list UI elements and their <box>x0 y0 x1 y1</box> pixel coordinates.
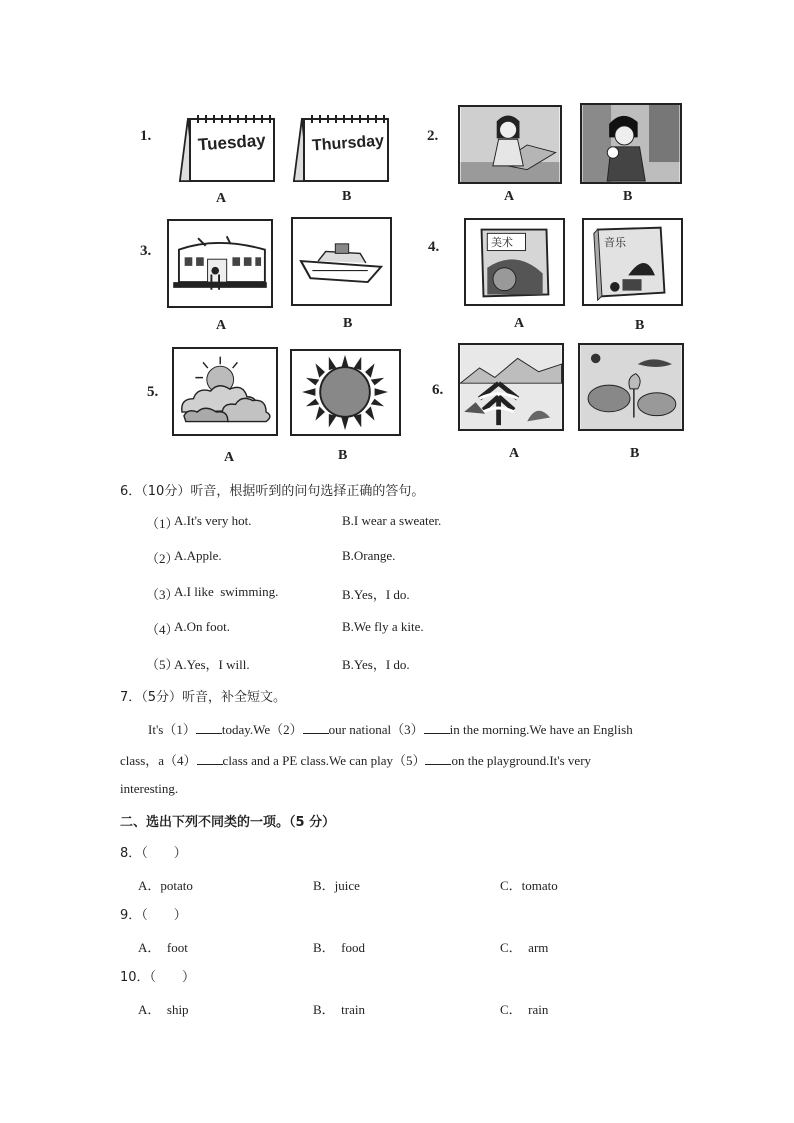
option-label: A <box>514 316 525 331</box>
q6-option-a: A.I like swimming. <box>174 584 279 599</box>
question-6-title: 6．（10分）听音，根据听到的问句选择正确的答句。 <box>120 484 425 499</box>
q6-option-b: B.I wear a sweater. <box>342 513 442 528</box>
q6-item-number: （5） <box>146 657 179 672</box>
blank-4[interactable] <box>197 753 223 765</box>
option-label: B <box>343 316 353 331</box>
q9-option-c: C． arm <box>500 940 549 955</box>
q6-option-b: B.We fly a kite. <box>342 619 424 634</box>
q7-passage-line-1 <box>148 719 633 738</box>
blank-5[interactable] <box>425 753 451 765</box>
question-number: 3. <box>140 243 152 259</box>
question-number: 4. <box>428 239 440 255</box>
q6-item-number: （1） <box>146 516 179 531</box>
train-image <box>167 219 273 308</box>
option-label: B <box>342 189 352 204</box>
question-7-title: 7．（5分）听音，补全短文。 <box>120 690 287 705</box>
q6-option-b: B.Yes，I do. <box>342 587 410 602</box>
calendar-thursday-image <box>290 109 393 185</box>
q7-text: It's（1） <box>148 722 196 737</box>
q8-option-c: C．tomato <box>500 878 558 893</box>
q7-text: in the morning.We have an English <box>449 722 633 737</box>
art-book-image <box>464 218 565 306</box>
blank-3[interactable] <box>424 722 450 734</box>
q10-option-b: B． train <box>313 1002 365 1017</box>
question-number: 1. <box>140 128 152 144</box>
q6-item-number: （2） <box>146 551 179 566</box>
music-book-image <box>582 218 683 306</box>
cloudy-image <box>172 347 278 436</box>
q6-option-b: B.Orange. <box>342 548 396 563</box>
q8-number: 8．（ ） <box>120 846 187 861</box>
option-label: A <box>504 189 515 204</box>
q9-number: 9．（ ） <box>120 908 187 923</box>
option-label: A <box>216 191 227 206</box>
q7-passage-line-3: interesting. <box>120 781 179 796</box>
section-2-title: 二、选出下列不同类的一项。（5 分） <box>120 815 336 830</box>
q7-text: our national（3） <box>328 722 424 737</box>
q9-option-a: A． foot <box>138 940 188 955</box>
q8-option-a: A．potato <box>138 878 193 893</box>
q9-option-b: B． food <box>313 940 366 955</box>
q6-item-number: （3） <box>146 587 179 602</box>
girl-eating-image <box>580 103 682 184</box>
ship-image <box>291 217 392 306</box>
option-label: B <box>635 318 645 333</box>
sunny-image <box>290 349 401 436</box>
option-label: A <box>509 446 520 461</box>
calendar-tuesday-image <box>176 109 279 185</box>
q6-option-b: B.Yes，I do. <box>342 657 410 672</box>
q6-option-a: A.Apple. <box>174 548 222 563</box>
q7-text: class，a（4） <box>120 753 197 768</box>
book-title: 音乐 <box>604 236 626 249</box>
q7-passage-line-2 <box>120 750 591 769</box>
blank-2[interactable] <box>303 722 329 734</box>
option-label: B <box>623 189 633 204</box>
option-label: A <box>224 450 235 465</box>
q7-text: today.We（2） <box>221 722 303 737</box>
q7-text: on the playground.It's very <box>451 753 592 768</box>
option-label: B <box>630 446 640 461</box>
q7-text: class and a PE class.We can play（5） <box>222 753 426 768</box>
q6-item-number: （4） <box>146 622 179 637</box>
option-label: B <box>338 448 348 463</box>
option-label: A <box>216 318 227 333</box>
question-number: 5. <box>147 384 159 400</box>
q10-option-c: C． rain <box>500 1002 549 1017</box>
q6-option-a: A.On foot. <box>174 619 230 634</box>
summer-lotus-image <box>578 343 684 431</box>
blank-1[interactable] <box>196 722 222 734</box>
q6-option-a: A.Yes，I will. <box>174 657 250 672</box>
q6-option-a: A.It's very hot. <box>174 513 252 528</box>
girl-drinking-image <box>458 105 562 184</box>
question-number: 6. <box>432 382 444 398</box>
book-title: 美术 <box>491 236 513 249</box>
winter-snow-image <box>458 343 564 431</box>
q8-option-b: B．juice <box>313 878 360 893</box>
calendar-text: Thursday <box>311 132 385 155</box>
calendar-text: Tuesday <box>197 130 267 155</box>
q10-number: 10．（ ） <box>120 970 196 985</box>
question-number: 2. <box>427 128 439 144</box>
q10-option-a: A． ship <box>138 1002 189 1017</box>
